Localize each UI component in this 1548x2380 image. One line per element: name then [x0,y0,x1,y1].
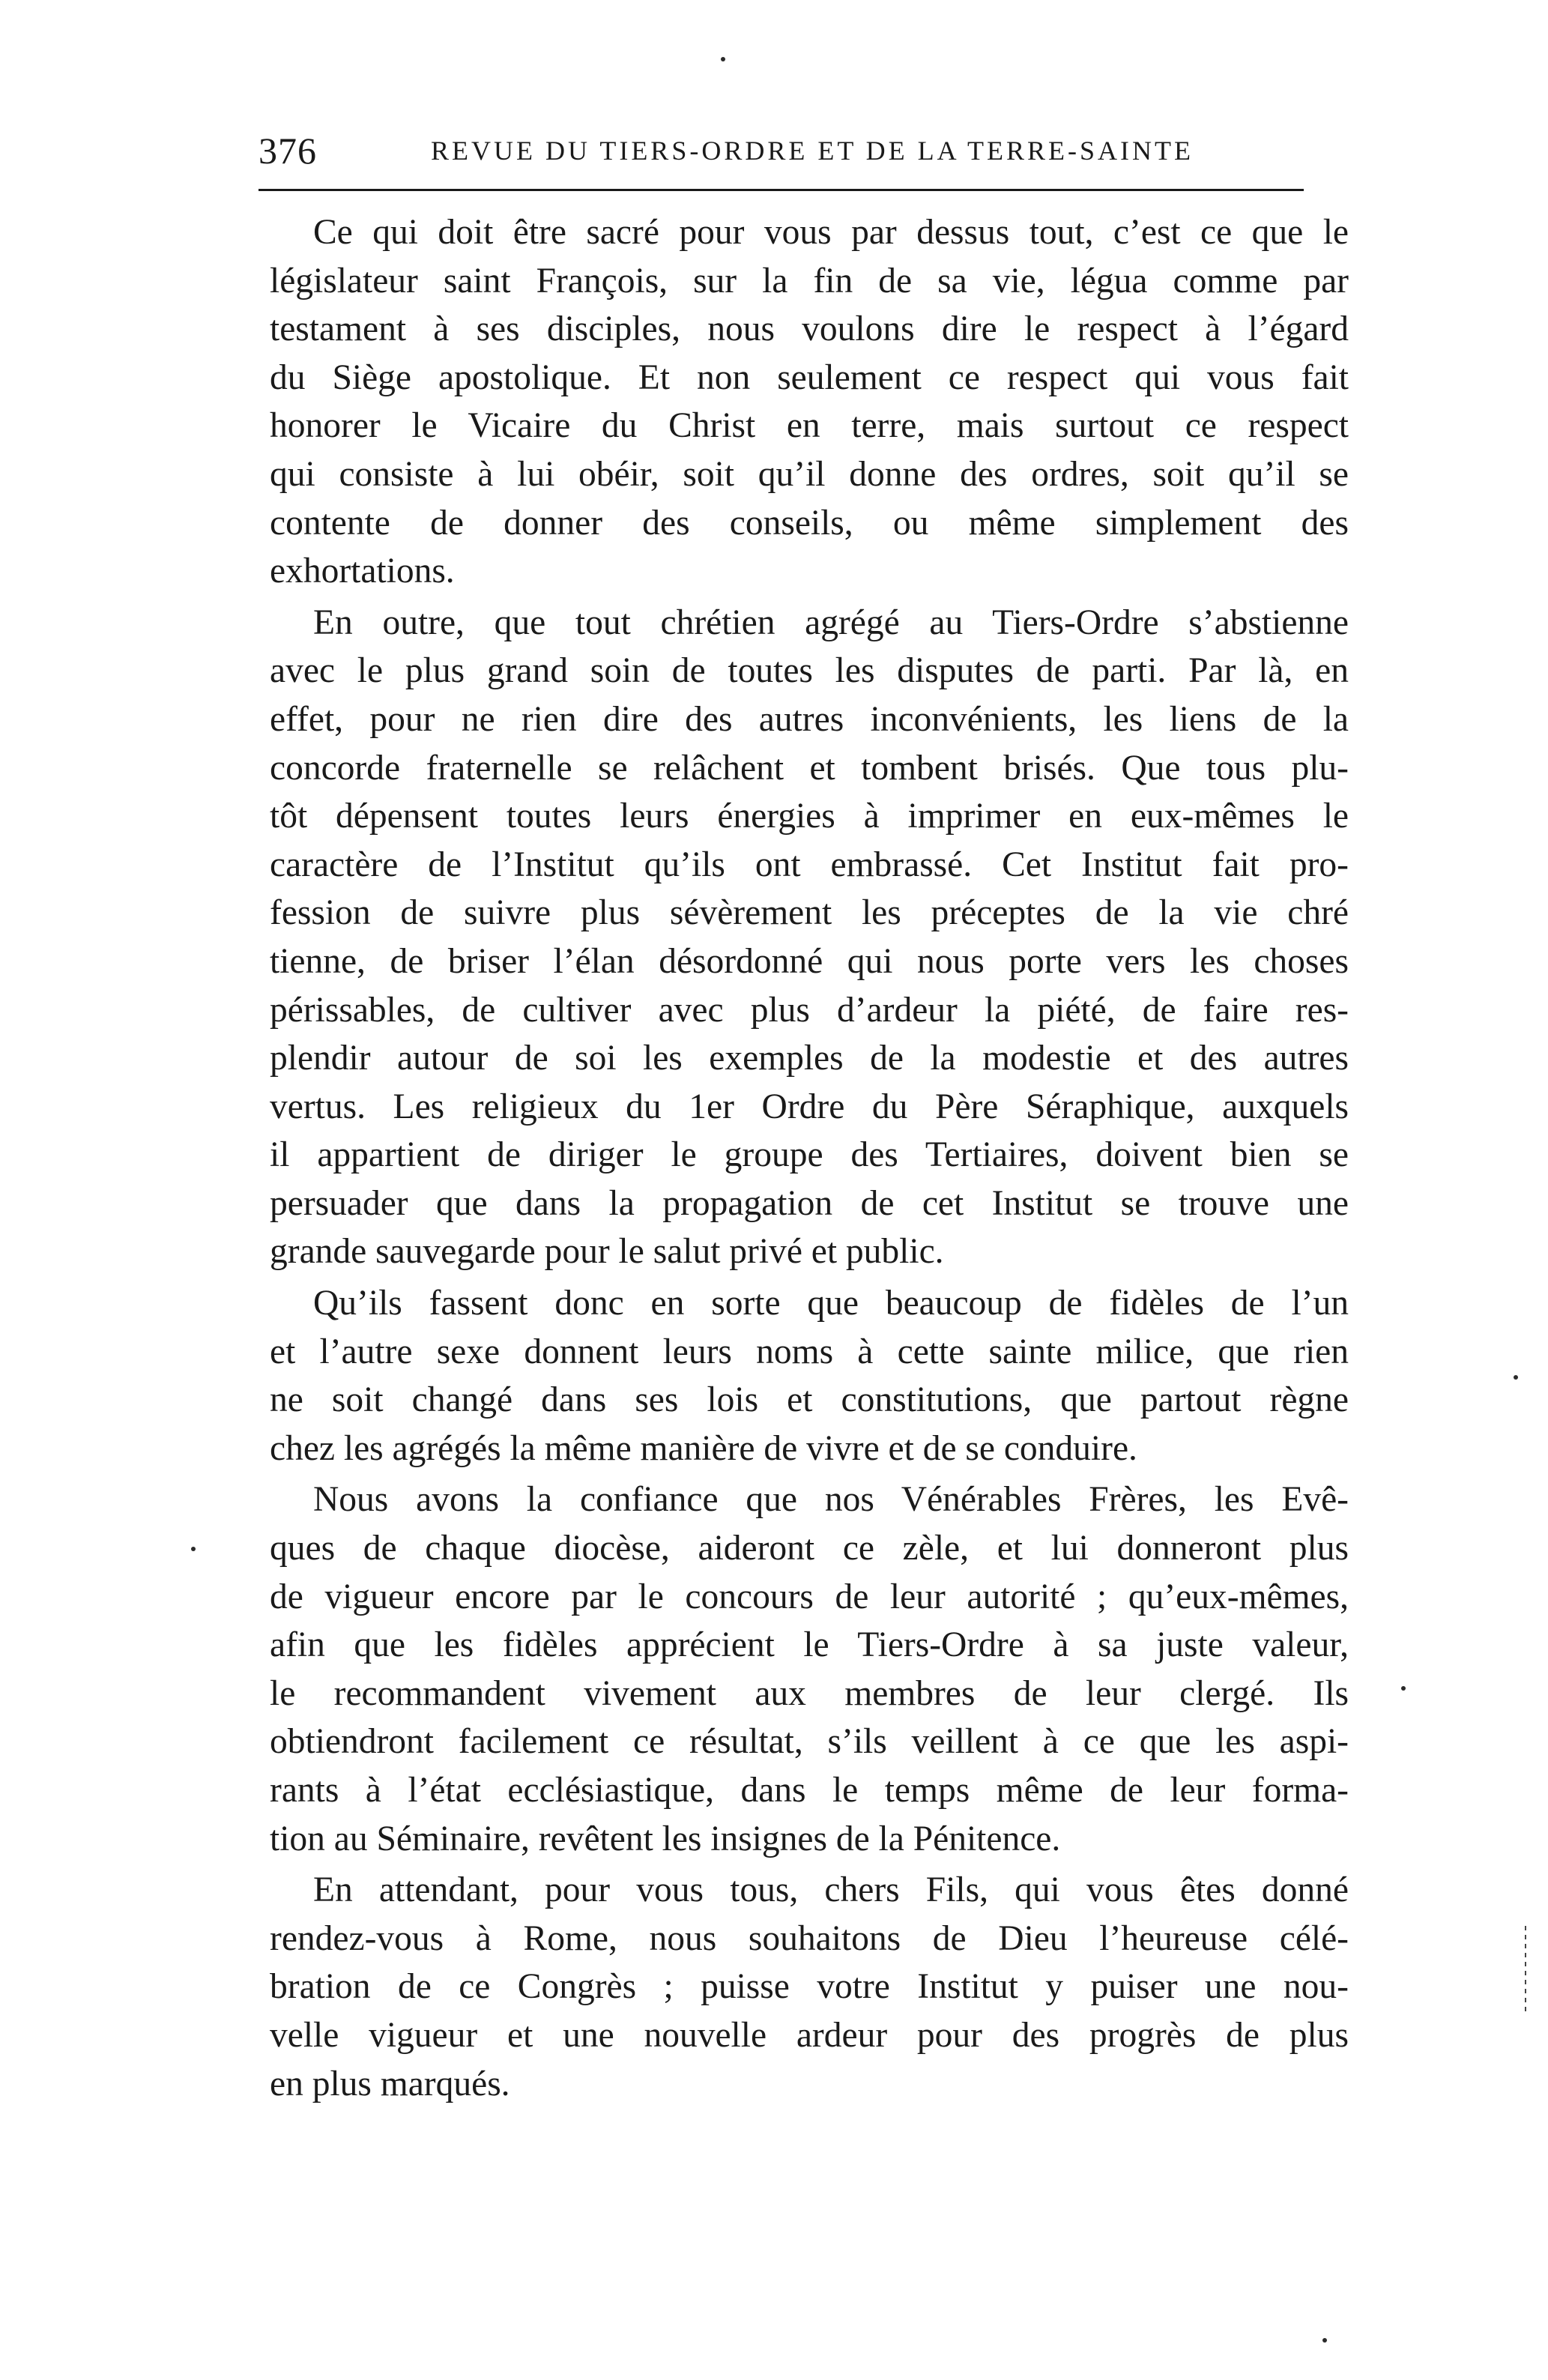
text-line: et l’autre sexe donnent leurs noms à cette sainte milice, que rien [270,1332,1349,1371]
text-line: Ce qui doit être sacré pour vous par dessus tout, c’est ce que le [313,213,1349,252]
body-text [270,208,1349,2108]
text-line: de vigueur encore par le concours de leur autorité ; qu’eux-mêmes, [270,1577,1349,1616]
paragraph-5 [270,1866,1349,2108]
text-line: Nous avons la confiance que nos Vénérables Frères, les Evê- [313,1480,1349,1520]
page-number: 376 [258,130,317,172]
text-line: tienne, de briser l’élan désordonné qui nous porte vers les choses [270,941,1349,981]
text-line: chez les agrégés la même manière de vivre et de se conduire. [270,1428,1137,1468]
text-line: périssables, de cultiver avec plus d’ardeur la piété, de faire res- [270,990,1349,1030]
ink-speck [721,57,725,61]
running-title: REVUE DU TIERS-ORDRE ET DE LA TERRE-SAINTE [431,136,1194,166]
text-line: exhortations. [270,552,455,591]
ink-speck [1514,1375,1518,1380]
text-line: concorde fraternelle se relâchent et tombent brisés. Que tous plu- [270,748,1349,788]
text-line: vertus. Les religieux du 1er Ordre du Père Séraphique, auxquels [270,1087,1349,1126]
text-line: grande sauvegarde pour le salut privé et public. [270,1232,944,1272]
text-line: rants à l’état ecclésiastique, dans le temps même de leur forma- [270,1771,1349,1810]
ink-speck [191,1547,196,1551]
page-header [258,129,1304,181]
text-line: testament à ses disciples, nous voulons dire le respect à l’égard [270,309,1349,349]
text-line: ne soit changé dans ses lois et constitutions, que partout règne [270,1380,1349,1420]
page-edge-mark [1525,1926,1526,2016]
text-line: en plus marqués. [270,2064,510,2103]
text-line: obtiendront facilement ce résultat, s’ils veillent à ce que les aspi- [270,1722,1349,1762]
text-line: En attendant, pour vous tous, chers Fils, qui vous êtes donné [313,1870,1349,1910]
paragraph-3 [270,1279,1349,1473]
text-line: honorer le Vicaire du Christ en terre, mais surtout ce respect [270,406,1349,446]
text-line: rendez-vous à Rome, nous souhaitons de Dieu l’heureuse célé- [270,1918,1349,1958]
text-line: Qu’ils fassent donc en sorte que beaucoup de fidèles de l’un [313,1284,1349,1323]
paragraph-4 [270,1476,1349,1863]
paragraph-1 [270,208,1349,596]
text-line: le recommandent vivement aux membres de leur clergé. Ils [270,1673,1349,1713]
text-line: afin que les fidèles apprécient le Tiers-Ordre à sa juste valeur, [270,1625,1349,1665]
ink-speck [1401,1686,1406,1691]
header-rule [258,189,1304,191]
text-line: tion au Séminaire, revêtent les insignes de la Pénitence. [270,1819,1061,1858]
text-line: législateur saint François, sur la fin de sa vie, légua comme par [270,261,1349,300]
text-line: ques de chaque diocèse, aideront ce zèle, et lui donneront plus [270,1529,1349,1568]
text-line: En outre, que tout chrétien agrégé au Tiers-Ordre s’abstienne [313,602,1349,642]
text-line: du Siège apostolique. Et non seulement ce respect qui vous fait [270,357,1349,397]
text-line: avec le plus grand soin de toutes les disputes de parti. Par là, en [270,651,1349,691]
text-line: plendir autour de soi les exemples de la modestie et des autres [270,1039,1349,1078]
text-line: caractère de l’Institut qu’ils ont embrassé. Cet Institut fait pro- [270,845,1349,884]
text-line: contente de donner des conseils, ou même simplement des [270,503,1349,543]
text-line: bration de ce Congrès ; puisse votre Institut y puiser une nou- [270,1967,1349,2007]
text-line: fession de suivre plus sévèrement les préceptes de la vie chré [270,893,1349,933]
text-line: il appartient de diriger le groupe des Tertiaires, doivent bien se [270,1135,1349,1175]
text-line: velle vigueur et une nouvelle ardeur pour des progrès de plus [270,2015,1349,2055]
text-line: persuader que dans la propagation de cet Institut se trouve une [270,1183,1349,1223]
ink-speck [1322,2338,1327,2343]
paragraph-2 [270,599,1349,1276]
text-line: effet, pour ne rien dire des autres inconvénients, les liens de la [270,699,1349,739]
text-line: qui consiste à lui obéir, soit qu’il donne des ordres, soit qu’il se [270,454,1349,494]
text-line: tôt dépensent toutes leurs énergies à imprimer en eux-mêmes le [270,797,1349,836]
